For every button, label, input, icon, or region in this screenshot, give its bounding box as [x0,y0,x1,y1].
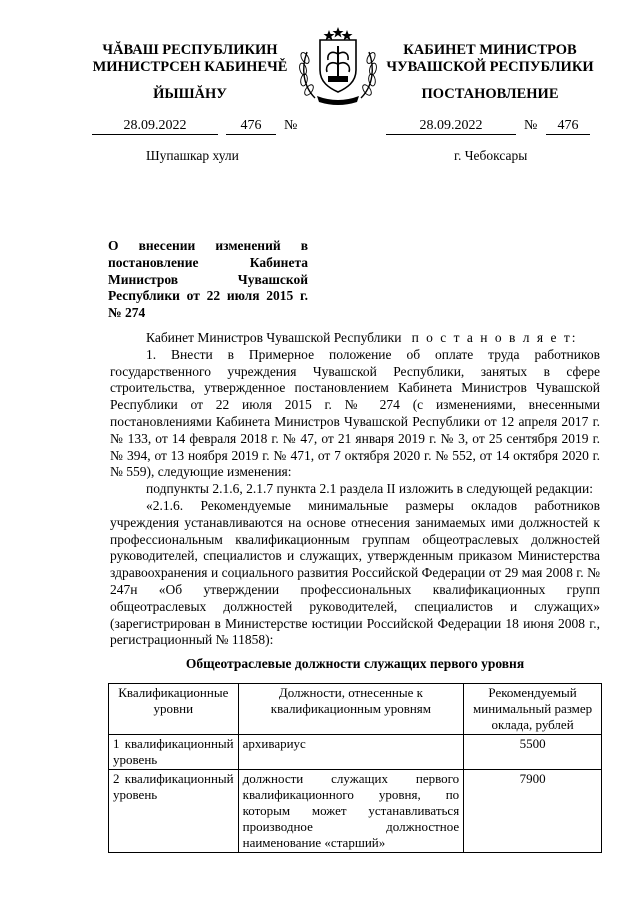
chuvash-coat-of-arms-icon [295,24,381,106]
right-date-field: 28.09.2022 [386,118,516,135]
left-number-field: 476 [226,118,276,135]
table-header-row [109,684,602,735]
date-number-line [0,118,640,136]
salary-cell: 7900 [464,770,602,853]
intro-decree-word: п о с т а н о в л я е т: [411,330,578,345]
column-header-positions: Должности, отнесенные к квалификационным уровням [238,684,464,735]
header-right-line2: ЧУВАШСКОЙ РЕСПУБЛИКИ [386,59,594,75]
positions-cell: должности служащих первого квалификационного уровня, по которым может устанавливаться производное должностное наименование «старший» [238,770,464,853]
paragraph-1: 1. Внести в Примерное положение об оплате труда работников государственного учреждения Чувашской Республики, занятых в сфере строительства, утвержденное постановлением Кабинета Министров Чувашской Республики от 22 июля 2015 г. № 274 (с изменениями, внесенными постановлениями Кабинета Министров Чувашской Республики от 12 апреля 2017 г. № 133, от 14 февраля 2018 г. № 47, от 21 января 2019 г. № 3, от 25 сентября 2019 г. № 394, от 13 ноября 2019 г. № 471, от 7 октября 2020 г. № 552, от 14 октября 2020 г. № 559), следующие изменения: [110,346,600,480]
right-number-sign: № [524,118,538,133]
column-header-levels: Квалификационные уровни [109,684,239,735]
header-right-doc-type: ПОСТАНОВЛЕНИЕ [421,86,559,102]
left-number-sign: № [284,118,298,133]
qualification-table [108,683,602,853]
intro-paragraph [110,330,600,347]
paragraph-3: «2.1.6. Рекомендуемые минимальные размеры окладов работников учреждения устанавливаются на основе отнесения занимаемых ими должностей к профессиональным квалификационным группам общеотраслевых должностей руководителей, специалистов и служащих, утвержденным приказом Министерства здравоохранения и социального развития Российской Федерации от 29 мая 2008 г. № 247н «Об утверждении профессиональных квалификационных групп общеотраслевых должностей руководителей, специалистов и служащих» (зарегистрирован в Министерстве юстиции Российской Федерации 18 июня 2008 г., регистрационный № 11858): [110,497,600,648]
header-left-block [76,42,304,76]
level-cell: 1 квалификационный уровень [109,735,239,770]
header-left-line1: ЧĂВАШ РЕСПУБЛИКИН [102,42,278,58]
salary-cell: 5500 [464,735,602,770]
header-right-block [378,42,602,76]
header-right-line1: КАБИНЕТ МИНИСТРОВ [403,42,577,58]
right-number-field: 476 [546,118,590,135]
column-header-salary: Рекомендуемый минимальный размер оклада, рублей [464,684,602,735]
document-body [110,330,600,649]
paragraph-2: подпункты 2.1.6, 2.1.7 пункта 2.1 раздела II изложить в следующей редакции: [146,481,594,497]
intro-lead: Кабинет Министров Чувашской Республики [146,330,402,345]
table-row [109,770,602,853]
level-cell: 2 квалификационный уровень [109,770,239,853]
document-title: О внесении изменений в постановление Кабинета Министров Чувашской Республики от 22 июля 2015 г. № 274 [108,238,308,321]
left-date-field: 28.09.2022 [92,118,218,135]
table-row [109,735,602,770]
place-left: Шупашкар хули [146,148,239,163]
positions-cell: архивариус [238,735,464,770]
table-caption: Общеотраслевые должности служащих первого уровня [185,656,525,671]
header-left-line2: МИНИСТРСЕН КАБИНЕЧĚ [92,59,288,75]
header-left-doc-type: ЙЫШĂНУ [153,86,227,102]
place-right: г. Чебоксары [454,148,528,163]
